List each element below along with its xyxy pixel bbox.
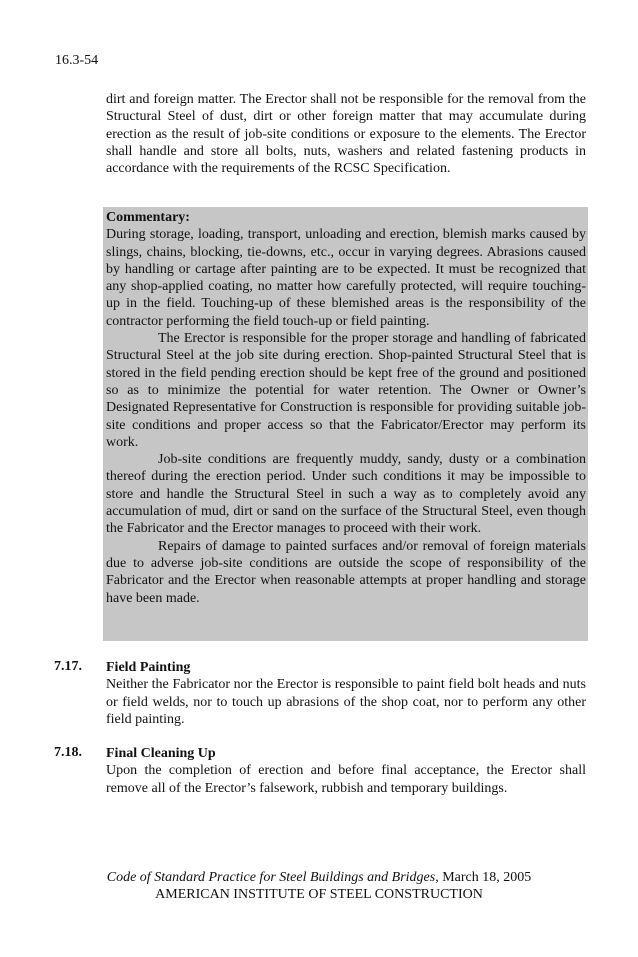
footer-organization: AMERICAN INSTITUTE OF STEEL CONSTRUCTION: [155, 887, 483, 902]
section-title: Field Painting: [106, 660, 191, 675]
commentary-paragraph: During storage, loading, transport, unloading and erection, blemish marks caused by slings, chains, blocking, tie-downs, etc., occur in varying degrees. Abrasions caused by handling or cartage after painting are to be expected. It must be recognized that any shop-applied coating, no matter how carefully protected, will require touching-up in the field. Touching-up of these blemished areas is the responsibility of the contractor performing the field touch-up or field painting.: [106, 227, 586, 329]
section-7-18: [106, 745, 586, 797]
section-number: 7.17.: [54, 659, 82, 674]
section-number: 7.18.: [54, 745, 82, 760]
section-title: Final Cleaning Up: [106, 746, 216, 761]
footer-citation: [0, 870, 638, 886]
section-body: Neither the Fabricator nor the Erector is responsible to paint field bolt heads and nuts or field welds, nor to touch up abrasions of the shop coat, nor to perform any other field painting.: [106, 677, 586, 727]
footer-date: , March 18, 2005: [435, 870, 532, 885]
section-body: Upon the completion of erection and before final acceptance, the Erector shall remove all of the Erector’s falsework, rubbish and temporary buildings.: [106, 763, 586, 796]
commentary-paragraph: Repairs of damage to painted surfaces and/or removal of foreign materials due to adverse job-site conditions are outside the scope of responsibility of the Fabricator and the Erector when reasonable attempts at proper handling and storage have been made.: [106, 538, 586, 606]
section-7-17: [106, 659, 586, 728]
page-number: 16.3-54: [55, 53, 99, 68]
commentary-heading: Commentary:: [106, 210, 190, 225]
commentary-paragraph: The Erector is responsible for the proper storage and handling of fabricated Structural Steel at the job site during erection. Shop-painted Structural Steel that is stored in the field pending erection should be kept free of the ground and positioned so as to minimize the potential for water retention. The Owner or Owner’s Designated Representative for Construction is responsible for providing suitable job-site conditions and proper access so that the Fabricator/Erector may perform its work.: [106, 331, 586, 450]
footer-document-title: Code of Standard Practice for Steel Buildings and Bridges: [106, 870, 436, 885]
intro-paragraph: dirt and foreign matter. The Erector shall not be responsible for the removal from the Structural Steel of dust, dirt or other foreign matter that may accumulate during erection as the result of job-site conditions or exposure to the elements. The Erector shall handle and store all bolts, nuts, washers and related fastening products in accordance with the requirements of the RCSC Specification.: [106, 92, 586, 177]
commentary-paragraph: Job-site conditions are frequently muddy, sandy, dusty or a combination thereof during the erection period. Under such conditions it may be impossible to store and handle the Structural Steel in such a way as to completely avoid any accumulation of mud, dirt or sand on the surface of the Structural Steel, even though the Fabricator and the Erector manages to proceed with their work.: [106, 452, 586, 537]
commentary-box: [103, 207, 588, 641]
